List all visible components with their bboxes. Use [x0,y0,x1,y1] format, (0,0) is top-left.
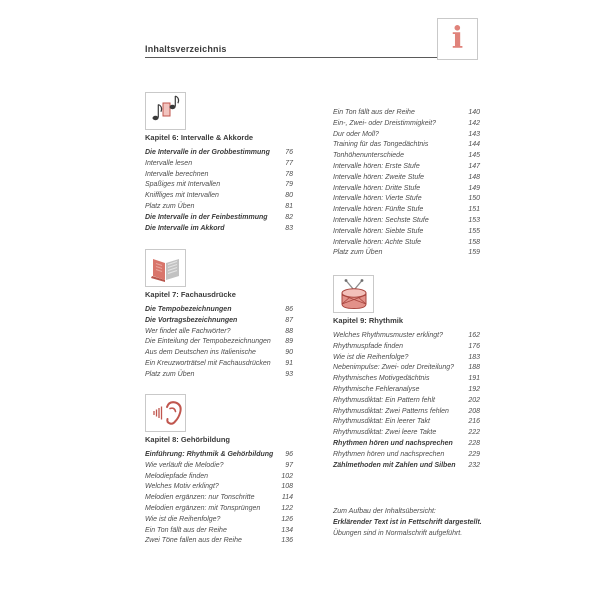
entry-page-number: 90 [285,349,293,357]
entry-label: Platz zum Üben [145,370,195,378]
chapter-heading: Kapitel 7: Fachausdrücke [145,290,236,299]
entry-label: Ein-, Zwei- oder Dreistimmigkeit? [333,119,437,127]
entry-page-number: 80 [285,192,293,200]
entry-page-number: 76 [285,149,293,156]
toc-entry [333,184,480,195]
entry-page-number: 140 [468,109,480,116]
footer-line: Übungen sind in Normalschrift aufgeführt. [333,530,463,537]
entry-page-number: 159 [468,249,480,257]
entry-page-number: 102 [281,472,293,480]
entry-label: Melodien ergänzen: nur Tonschritte [145,494,255,502]
entry-label: Die Intervalle in der Feinbestimmung [145,213,268,221]
entry-label: Intervalle hören: Fünfte Stufe [333,206,424,214]
toc-section [333,108,480,259]
toc-entry [333,216,480,227]
entry-page-number: 192 [468,385,480,393]
toc-entry [145,170,293,181]
toc-entry [145,224,293,235]
toc-entry [333,173,480,184]
entry-page-number: 89 [285,338,293,346]
entry-page-number: 208 [468,407,480,415]
entry-label: Einführung: Rhythmik & Gehörbildung [145,451,274,458]
chapter-heading: Kapitel 8: Gehörbildung [145,435,231,444]
entry-label: Wie ist die Reihenfolge? [145,515,221,523]
info-glyph: i [451,21,464,56]
entry-label: Intervalle hören: Vierte Stufe [333,195,422,203]
drum-icon [333,275,374,313]
entry-label: Die Einteilung der Tempobezeichnungen [145,338,271,346]
entry-label: Melodiepfade finden [145,472,209,480]
toc-entry [333,353,480,364]
toc-entry [145,359,293,370]
toc-section [145,249,293,381]
entry-page-number: 87 [285,316,293,324]
toc-entry [333,396,480,407]
entry-label: Wie ist die Reihenfolge? [333,353,409,361]
toc-entry [333,162,480,173]
entry-page-number: 228 [468,439,480,447]
entry-page-number: 136 [281,537,293,545]
toc-entry [333,331,480,342]
entry-label: Intervalle hören: Siebte Stufe [333,227,424,235]
entry-label: Wer findet alle Fachwörter? [145,327,231,335]
entry-label: Die Tempobezeichnungen [145,306,232,313]
toc-entry [333,108,480,119]
entry-label: Intervalle hören: Dritte Stufe [333,184,421,192]
toc-entry [333,119,480,130]
entry-page-number: 86 [285,306,293,313]
page-title: Inhaltsverzeichnis [145,44,227,54]
toc-entry [145,472,293,483]
toc-list [145,305,293,381]
entry-page-number: 202 [468,396,480,404]
toc-entry [145,305,293,316]
toc-section [145,394,293,547]
entry-page-number: 183 [468,353,480,361]
footer-line: Zum Aufbau der Inhaltsübersicht: [333,508,436,515]
toc-entry [145,337,293,348]
entry-page-number: 122 [281,504,293,512]
toc-entry [145,370,293,381]
entry-page-number: 150 [468,195,480,203]
entry-page-number: 147 [468,162,480,170]
toc-entry [145,180,293,191]
entry-page-number: 176 [468,342,480,350]
toc-entry [333,140,480,151]
entry-label: Platz zum Üben [333,249,383,257]
entry-page-number: 142 [468,119,480,127]
toc-list [145,148,293,234]
entry-page-number: 83 [285,224,293,232]
toc-entry [333,428,480,439]
entry-page-number: 114 [281,494,293,502]
toc-section [145,92,293,234]
entry-label: Rhythmusdiktat: Ein Pattern fehlt [333,396,435,404]
entry-label: Intervalle hören: Erste Stufe [333,162,420,170]
entry-label: Rhythmen hören und nachsprechen [333,450,445,458]
toc-entry [145,348,293,359]
entry-page-number: 148 [468,173,480,181]
toc-entry [145,148,293,159]
toc-entry [333,194,480,205]
entry-page-number: 126 [281,515,293,523]
toc-entry [333,130,480,141]
entry-label: Intervalle hören: Achte Stufe [333,238,422,246]
toc-entry [145,515,293,526]
toc-entry [145,213,293,224]
toc-entry [333,227,480,238]
entry-label: Nebenimpulse: Zwei- oder Dreiteilung? [333,364,455,372]
toc-entry [333,450,480,461]
entry-page-number: 151 [468,206,480,214]
entry-label: Rhythmusdiktat: Zwei leere Takte [333,429,437,437]
toc-entry [145,536,293,547]
toc-entry [333,385,480,396]
toc-entry [145,316,293,327]
entry-page-number: 188 [468,364,480,372]
entry-page-number: 82 [285,213,293,221]
entry-label: Rhythmusdiktat: Zwei Patterns fehlen [333,407,449,415]
entry-label: Rhythmusdiktat: Ein leerer Takt [333,418,431,426]
toc-entry [333,439,480,450]
toc-entry [145,191,293,202]
toc-entry [333,461,480,472]
entry-label: Dur oder Moll? [333,130,379,138]
entry-page-number: 96 [285,451,293,458]
entry-label: Intervalle berechnen [145,170,209,178]
entry-page-number: 144 [468,141,480,149]
entry-label: Melodien ergänzen: mit Tonsprüngen [145,504,261,512]
footer-line: Erklärender Text ist in Fettschrift dargestellt. [333,519,482,526]
entry-page-number: 216 [468,418,480,426]
entry-label: Ein Ton fällt aus der Reihe [145,526,227,534]
entry-label: Kniffliges mit Intervallen [145,192,219,200]
toc-entry [333,363,480,374]
entry-page-number: 97 [285,461,293,469]
chapter-heading: Kapitel 6: Intervalle & Akkorde [145,133,254,142]
entry-page-number: 134 [281,526,293,534]
entry-label: Rhythmen hören und nachsprechen [333,439,453,447]
entry-label: Wie verläuft die Melodie? [145,461,224,469]
toc-entry [333,205,480,216]
toc-entry [145,482,293,493]
entry-label: Intervalle lesen [145,159,193,167]
entry-page-number: 108 [281,483,293,491]
entry-page-number: 162 [468,332,480,339]
toc-entry [145,327,293,338]
toc-entry [333,238,480,249]
entry-label: Platz zum Üben [145,202,195,210]
entry-page-number: 79 [285,181,293,189]
entry-label: Rhythmisches Motivgedächtnis [333,375,430,383]
toc-list [333,108,480,259]
toc-entry [333,248,480,259]
entry-label: Rhythmuspfade finden [333,342,404,350]
entry-page-number: 91 [285,359,293,367]
entry-label: Die Intervalle in der Grobbestimmung [145,149,270,156]
entry-page-number: 222 [468,429,480,437]
toc-entry [333,342,480,353]
entry-label: Ein Ton fällt aus der Reihe [333,109,415,116]
toc-entry [333,151,480,162]
entry-label: Intervalle hören: Zweite Stufe [333,173,425,181]
interval-notes-icon [145,92,186,130]
entry-page-number: 155 [468,227,480,235]
entry-label: Rhythmische Fehleranalyse [333,385,420,393]
entry-label: Die Intervalle im Akkord [145,224,225,232]
entry-label: Tonhöhenunterschiede [333,152,404,160]
toc-entry [333,374,480,385]
toc-list [145,450,293,547]
entry-page-number: 158 [468,238,480,246]
entry-page-number: 232 [468,461,480,469]
entry-page-number: 229 [468,450,480,458]
entry-page-number: 81 [285,202,293,210]
entry-label: Spaßiges mit Intervallen [145,181,221,189]
toc-entry [145,461,293,472]
entry-label: Ein Kreuzworträtsel mit Fachausdrücken [145,359,271,367]
entry-label: Training für das Tongedächtnis [333,141,429,149]
toc-entry [145,202,293,213]
entry-page-number: 78 [285,170,293,178]
entry-page-number: 77 [285,159,293,167]
entry-label: Zwei Töne fallen aus der Reihe [145,537,242,545]
entry-page-number: 143 [468,130,480,138]
entry-page-number: 153 [468,216,480,224]
toc-entry [145,526,293,537]
header-rule [145,57,478,58]
entry-label: Aus dem Deutschen ins Italienische [145,349,256,357]
entry-page-number: 93 [285,370,293,378]
chapter-heading: Kapitel 9: Rhythmik [333,316,404,325]
info-icon [437,18,478,60]
entry-page-number: 145 [468,152,480,160]
entry-page-number: 191 [468,375,480,383]
entry-label: Zählmethoden mit Zahlen und Silben [333,461,456,469]
open-book-icon [145,249,186,287]
footer-note [333,506,498,539]
entry-page-number: 88 [285,327,293,335]
entry-label: Die Vortragsbezeichnungen [145,316,238,324]
entry-label: Welches Motiv erklingt? [145,483,219,491]
entry-page-number: 149 [468,184,480,192]
toc-section [333,275,480,471]
toc-entry [145,504,293,515]
toc-entry [145,159,293,170]
toc-list [333,331,480,471]
entry-label: Welches Rhythmusmuster erklingt? [333,332,443,339]
entry-label: Intervalle hören: Sechste Stufe [333,216,429,224]
ear-icon [145,394,186,432]
toc-entry [333,407,480,418]
toc-entry [145,450,293,461]
toc-entry [145,493,293,504]
toc-entry [333,417,480,428]
